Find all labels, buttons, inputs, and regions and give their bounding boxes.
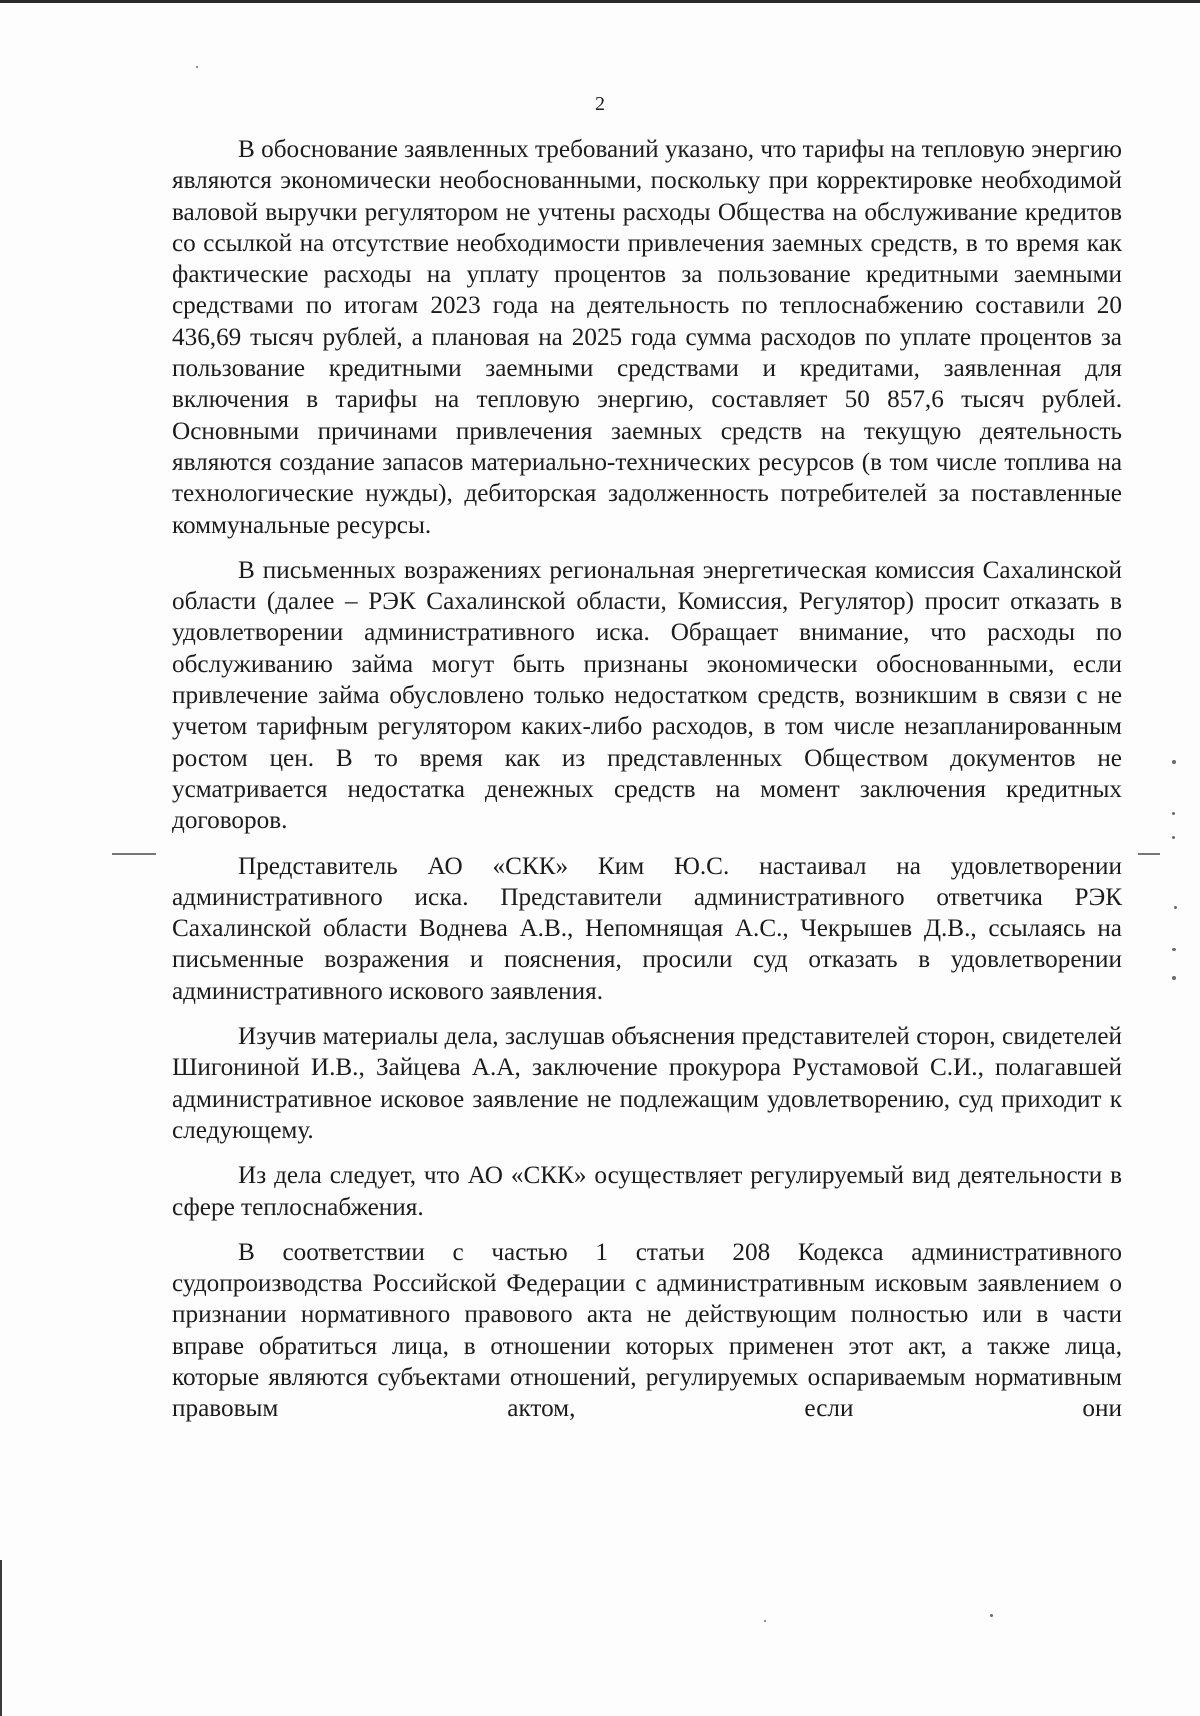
scan-artifact-speck [1172, 760, 1176, 764]
scan-artifact-speck [1172, 812, 1175, 815]
paragraph-claim-grounds: В обоснование заявленных требований указано, что тарифы на тепловую энергию являются экономически необоснованными, поскольку при корректировке необходимой валовой выручки регулятором не учтены расходы Общества на обслуживание кредитов со ссылкой на отсутствие необходимости привлечения заемных средств, в то время как фактические расходы на уплату процентов за пользование кредитными заемными средствами по итогам 2023 года на деятельность по теплоснабжению составили 20 436,69 тысяч рублей, а плановая на 2025 года сумма расходов по уплате процентов за пользование кредитными заемными средствами и кредитами, заявленная для включения в тарифы на тепловую энергию, составляет 50 857,6 тысяч рублей. Основными причинами привлечения заемных средств на текущую деятельность являются создание запасов материально-технических ресурсов (в том числе топлива на технологические нужды), дебиторская задолженность потребителей за поставленные коммунальные ресурсы. [172, 136, 1122, 539]
scan-left-edge [0, 1560, 2, 1716]
scan-artifact-speck [1172, 836, 1175, 839]
paragraph-regulated-activity: Из дела следует, что АО «СКК» осуществляет регулируемый вид деятельности в сфере теплоснабжения. [172, 1162, 1122, 1221]
paragraph-kas-article-208: В соответствии с частью 1 статьи 208 Кодекса административного судопроизводства Российской Федерации с административным исковым заявлением о признании нормативного правового акта не действующим полностью или в части вправе обратиться лица, в отношении которых применен этот акт, а также лица, которые являются субъектами отношений, регулируемых оспариваемым нормативным правовым актом, если они [172, 1238, 1122, 1423]
page-number: 2 [595, 93, 605, 115]
document-body [172, 134, 1122, 1425]
scan-artifact-dash [1138, 853, 1160, 855]
scan-artifact-speck [1174, 906, 1177, 909]
scan-artifact-speck [1172, 976, 1176, 980]
paragraph-representatives: Представитель АО «СКК» Ким Ю.С. настаивал на удовлетворении административного иска. Представители административного ответчика РЭК Сахалинской области Воднева А.В., Непомнящая А.С., Чекрышев Д.В., ссылаясь на письменные возражения и пояснения, просили суд отказать в удовлетворении административного искового заявления. [172, 852, 1122, 1005]
paragraph-rek-objections: В письменных возражениях региональная энергетическая комиссия Сахалинской области (далее – РЭК Сахалинской области, Комиссия, Регулятор) просит отказать в удовлетворении административного иска. Обращает внимание, что расходы по обслуживанию займа могут быть признаны экономически обоснованными, если привлечение займа обусловлено только недостатком средств, возникшим в связи с не учетом тарифным регулятором каких-либо расходов, в том числе незапланированным ростом цен. В то время как из представленных Обществом документов не усматривается недостатка денежных средств на момент заключения кредитных договоров. [172, 556, 1122, 835]
scan-artifact-dash [112, 853, 156, 855]
scan-top-edge [0, 0, 1200, 3]
paragraph-court-findings: Изучив материалы дела, заслушав объяснения представителей сторон, свидетелей Шигониной И.В., Зайцева А.А, заключение прокурора Рустамовой С.И., полагавшей административное исковое заявление не подлежащим удовлетворению, суд приходит к следующему. [172, 1023, 1122, 1144]
scan-artifact-speck [764, 1620, 766, 1622]
scan-artifact-speck [1172, 948, 1176, 951]
scan-artifact-speck [990, 1614, 993, 1617]
scan-artifact-speck [196, 66, 198, 68]
